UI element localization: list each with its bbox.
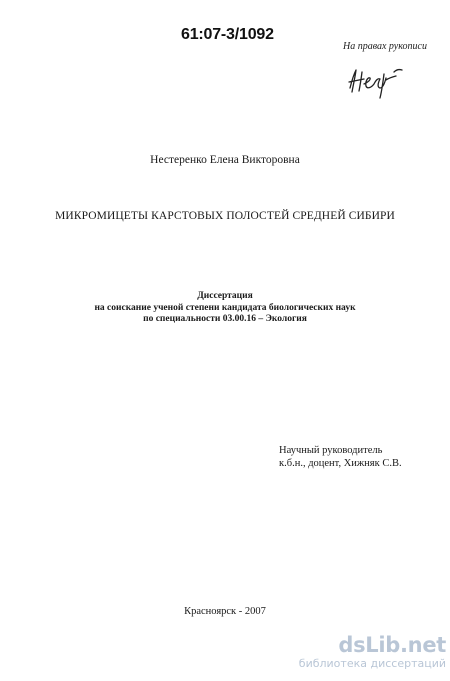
specialty-line: по специальности 03.00.16 – Экология <box>143 314 307 324</box>
rights-note: На правах рукописи <box>343 41 427 52</box>
city-year: Красноярск - 2007 <box>184 606 266 617</box>
watermark <box>266 634 446 671</box>
archive-stamp-code: 61:07-3/1092 <box>181 26 274 43</box>
author-name: Нестеренко Елена Викторовна <box>150 154 300 166</box>
supervisor-name: к.б.н., доцент, Хижняк С.В. <box>279 458 402 469</box>
dissertation-info <box>0 291 450 326</box>
degree-line: на соискание ученой степени кандидата биологических наук <box>94 302 356 313</box>
watermark-subtitle: библиотека диссертаций <box>298 657 446 670</box>
dissertation-label: Диссертация <box>197 291 253 301</box>
dissertation-title: МИКРОМИЦЕТЫ КАРСТОВЫХ ПОЛОСТЕЙ СРЕДНЕЙ СИБИРИ <box>55 210 395 222</box>
handwritten-signature <box>344 60 406 100</box>
supervisor-label: Научный руководитель <box>279 445 383 456</box>
supervisor-block <box>279 444 402 470</box>
watermark-logo: dsLib.net <box>338 633 446 657</box>
